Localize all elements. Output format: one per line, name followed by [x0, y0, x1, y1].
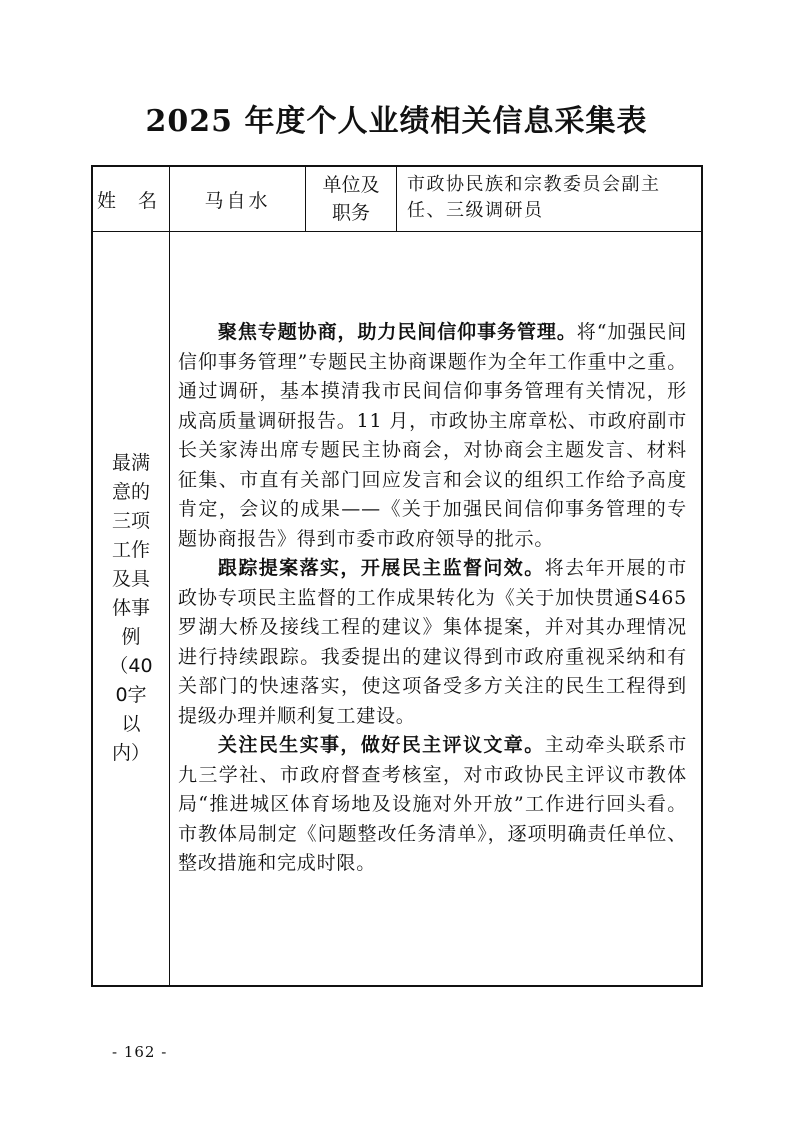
- paragraph-heading: 关注民生实事，做好民主评议文章。: [217, 734, 545, 756]
- page-title: 2025 年度个人业绩相关信息采集表: [145, 104, 648, 139]
- paragraph-body: 将去年开展的市政协专项民主监督的工作成果转化为《关于加快贯通S465 罗湖大桥及接线工程的建议》集体提案，并对其办理情况进行持续跟踪。我委提出的建议得到市政府重视采纳和有关部门的快速落实，使这项备受多方关注的民生工程得到提级办理并顺利复工建设。: [178, 557, 687, 727]
- work-paragraph: [178, 731, 687, 879]
- page-number: - 162 -: [112, 1043, 168, 1061]
- work-paragraph: [178, 554, 687, 731]
- paragraph-body: 将“加强民间信仰事务管理”专题民主协商课题作为全年工作重中之重。通过调研，基本摸清我市民间信仰事务管理有关情况，形成高质量调研报告。11 月，市政协主席章松、市政府副市长关家涛出席专题民主协商会，对协商会主题发言、材料征集、市直有关部门回应发言和会议的组织工作给予高度肯定，会议的成果——《关于加强民间信仰事务管理的专题协商报告》得到市委市政府领导的批示。: [178, 321, 688, 550]
- work-content: [170, 232, 701, 985]
- info-form-table: [91, 165, 703, 987]
- unit-position-label: 单位及职务: [322, 174, 380, 224]
- name-label: 姓 名: [96, 189, 166, 212]
- unit-position-value: 市政协民族和宗教委员会副主任、三级调研员: [407, 174, 661, 221]
- paragraph-heading: 聚焦专题协商，助力民间信仰事务管理。: [217, 321, 577, 343]
- name-value: 马自水: [204, 189, 271, 212]
- paragraph-heading: 跟踪提案落实，开展民主监督问效。: [217, 557, 545, 579]
- work-label: 最满意的三项工作及具体事例（400字以内）: [109, 452, 153, 764]
- paragraph-body: 主动牵头联系市九三学社、市政府督查考核室，对市政协民主评议市教体局“推进城区体育场地及设施对外开放”工作进行回头看。市教体局制定《问题整改任务清单》，逐项明确责任单位、整改措施和完成时限。: [178, 734, 687, 874]
- work-label-cell: [93, 232, 169, 985]
- work-paragraph: [178, 318, 687, 554]
